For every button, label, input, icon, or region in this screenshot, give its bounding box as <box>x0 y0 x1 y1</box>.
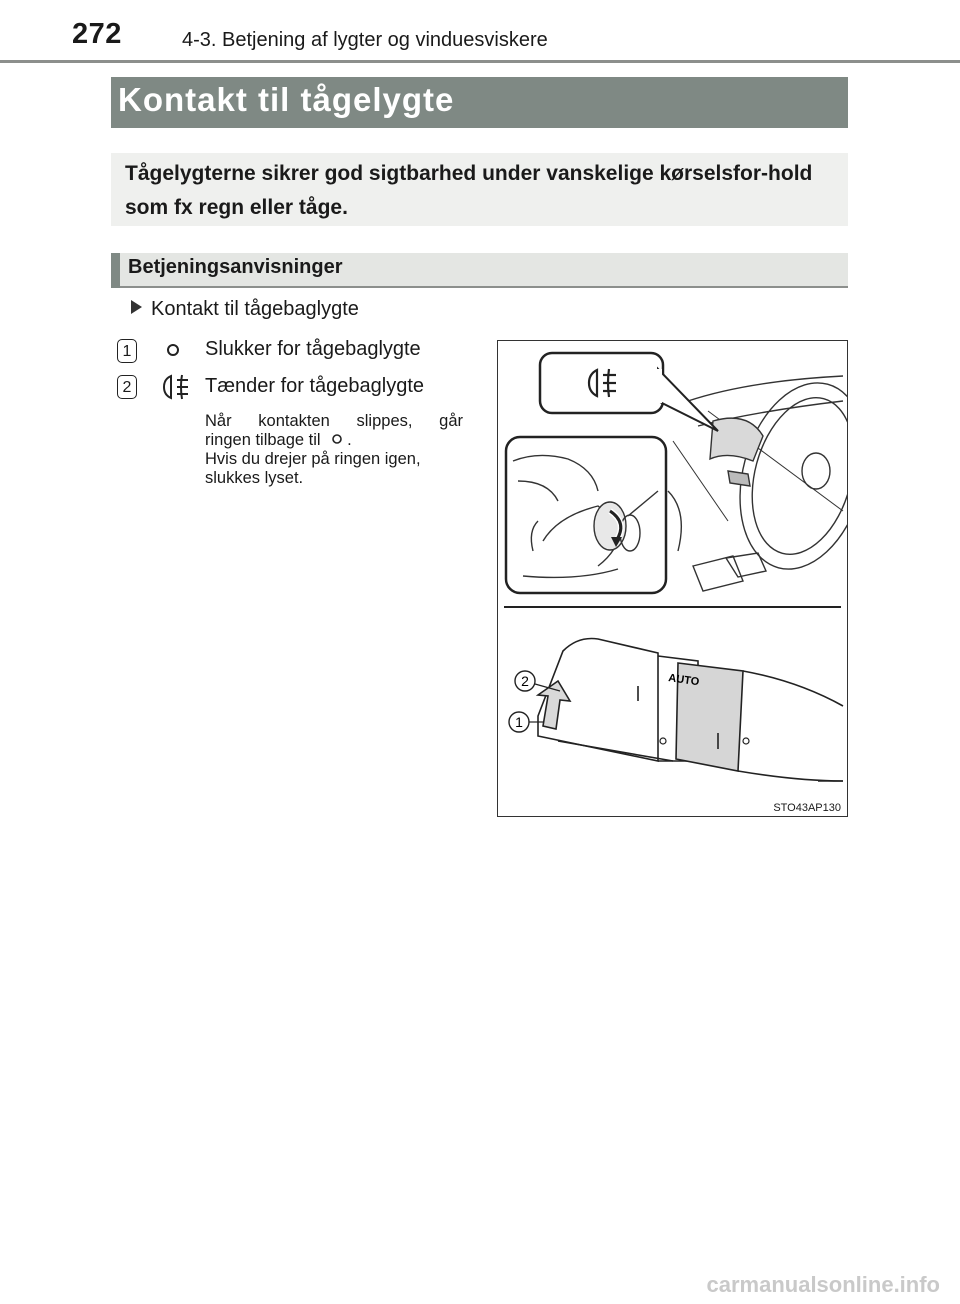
subheading-accent <box>111 253 120 288</box>
section-title-bar <box>111 77 848 128</box>
step-2-text: Tænder for tågebaglygte <box>205 375 425 397</box>
header-divider <box>0 60 960 63</box>
section-title: Kontakt til tågelygte <box>118 81 455 118</box>
step-1-number: 1 <box>117 339 137 363</box>
bullet-arrow-icon <box>131 300 142 314</box>
rear-fog-light-icon <box>160 373 190 406</box>
note-line-2 <box>205 431 463 450</box>
item-heading <box>131 298 359 321</box>
note-line-2b: . <box>347 431 352 449</box>
intro-box <box>111 153 848 226</box>
figure-label-1: 1 <box>515 714 523 730</box>
step-note <box>205 412 463 488</box>
intro-text: Tågelygterne sikrer god sigtbarhed under vanskelige kørselsfor-hold som fx regn eller tåge. <box>125 162 813 219</box>
figure-caption: STO43AP130 <box>773 802 841 814</box>
figure-label-2: 2 <box>521 673 529 689</box>
subheading-text: Betjeningsanvisninger <box>128 256 343 278</box>
step-2-number: 2 <box>117 375 137 399</box>
note-line-3: Hvis du drejer på ringen igen, <box>205 450 421 468</box>
illustration-drawing <box>498 341 847 816</box>
watermark: carmanualsonline.info <box>706 1272 940 1297</box>
step-1-text: Slukker for tågebaglygte <box>205 338 421 360</box>
note-line-2a: ringen tilbage til <box>205 431 321 449</box>
fog-light-switch-illustration <box>497 340 848 817</box>
note-line-4: slukkes lyset. <box>205 469 304 487</box>
fog-off-inline-icon <box>331 431 343 450</box>
fog-off-icon <box>165 342 181 363</box>
item-heading-label: Kontakt til tågebaglygte <box>151 298 359 320</box>
subheading-bar <box>111 253 848 288</box>
switch-auto-text: AUTO <box>667 672 700 689</box>
page-number: 272 <box>72 18 122 50</box>
chapter-title: 4-3. Betjening af lygter og vinduesviskere <box>182 29 548 51</box>
note-line-1: Når kontakten slippes, går <box>205 412 463 430</box>
